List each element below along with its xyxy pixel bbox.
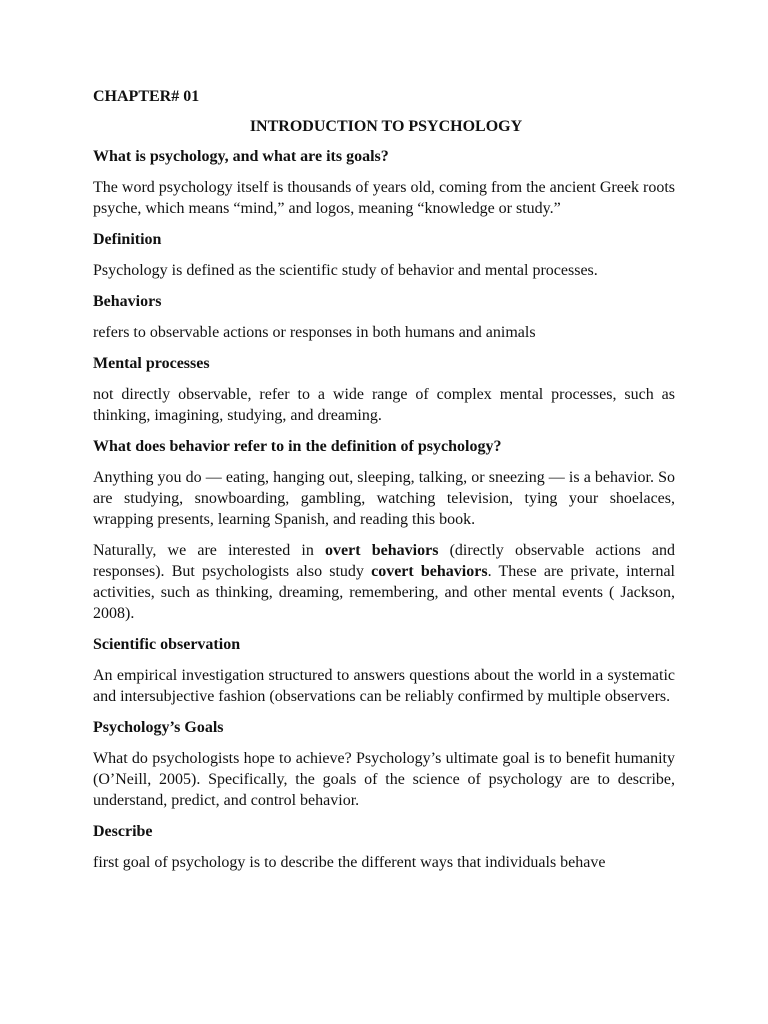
term-covert-behaviors: covert behaviors	[371, 563, 488, 580]
document-page	[93, 86, 675, 883]
heading-behaviors: Behaviors	[93, 293, 162, 310]
heading-definition: Definition	[93, 231, 162, 248]
text-segment: (directly observable actions and responses). But psychologists also study	[93, 542, 676, 580]
text-segment: . These are private, internal activities, such as thinking, dreaming, remembering, and other mental events ( Jackson, 2008).	[93, 563, 676, 622]
paragraph-etymology: The word psychology itself is thousands of years old, coming from the ancient Greek roots psyche, which means “mind,” and logos, meaning “knowledge or study.”	[93, 179, 675, 217]
text-segment: Naturally, we are interested in	[93, 542, 326, 559]
paragraph-mental-processes: not directly observable, refer to a wide range of complex mental processes, such as thinking, imagining, studying, and dreaming.	[93, 386, 675, 424]
paragraph-overt-covert	[93, 540, 675, 624]
paragraph-anything-you-do: Anything you do — eating, hanging out, sleeping, talking, or sneezing — is a behavior. So are studying, snowboarding, gambling, watching television, tying your shoelaces, wrapping presents, learning Spanish, and reading this book.	[93, 469, 675, 528]
chapter-title: INTRODUCTION TO PSYCHOLOGY	[249, 118, 523, 135]
paragraph-scientific-observation: An empirical investigation structured to answers questions about the world in a systematic and intersubjective fashion (observations can be reliably confirmed by multiple observers.	[93, 667, 675, 705]
heading-scientific-observation: Scientific observation	[93, 636, 241, 653]
heading-describe: Describe	[93, 823, 153, 840]
chapter-number: CHAPTER# 01	[93, 88, 200, 105]
paragraph-behaviors: refers to observable actions or responses in both humans and animals	[93, 324, 536, 341]
paragraph-psychology-goals: What do psychologists hope to achieve? Psychology’s ultimate goal is to benefit humanity (O’Neill, 2005). Specifically, the goals of the science of psychology are to describe, understand, predict, and control behavior.	[93, 750, 675, 809]
paragraph-describe: first goal of psychology is to describe the different ways that individuals behave	[93, 854, 606, 871]
heading-psychology-goals: Psychology’s Goals	[93, 719, 224, 736]
term-overt-behaviors: overt behaviors	[325, 542, 439, 559]
paragraph-definition: Psychology is defined as the scientific study of behavior and mental processes.	[93, 262, 598, 279]
question-heading-goals: What is psychology, and what are its goals?	[93, 148, 389, 165]
question-heading-behavior: What does behavior refer to in the definition of psychology?	[93, 438, 502, 455]
heading-mental-processes: Mental processes	[93, 355, 210, 372]
